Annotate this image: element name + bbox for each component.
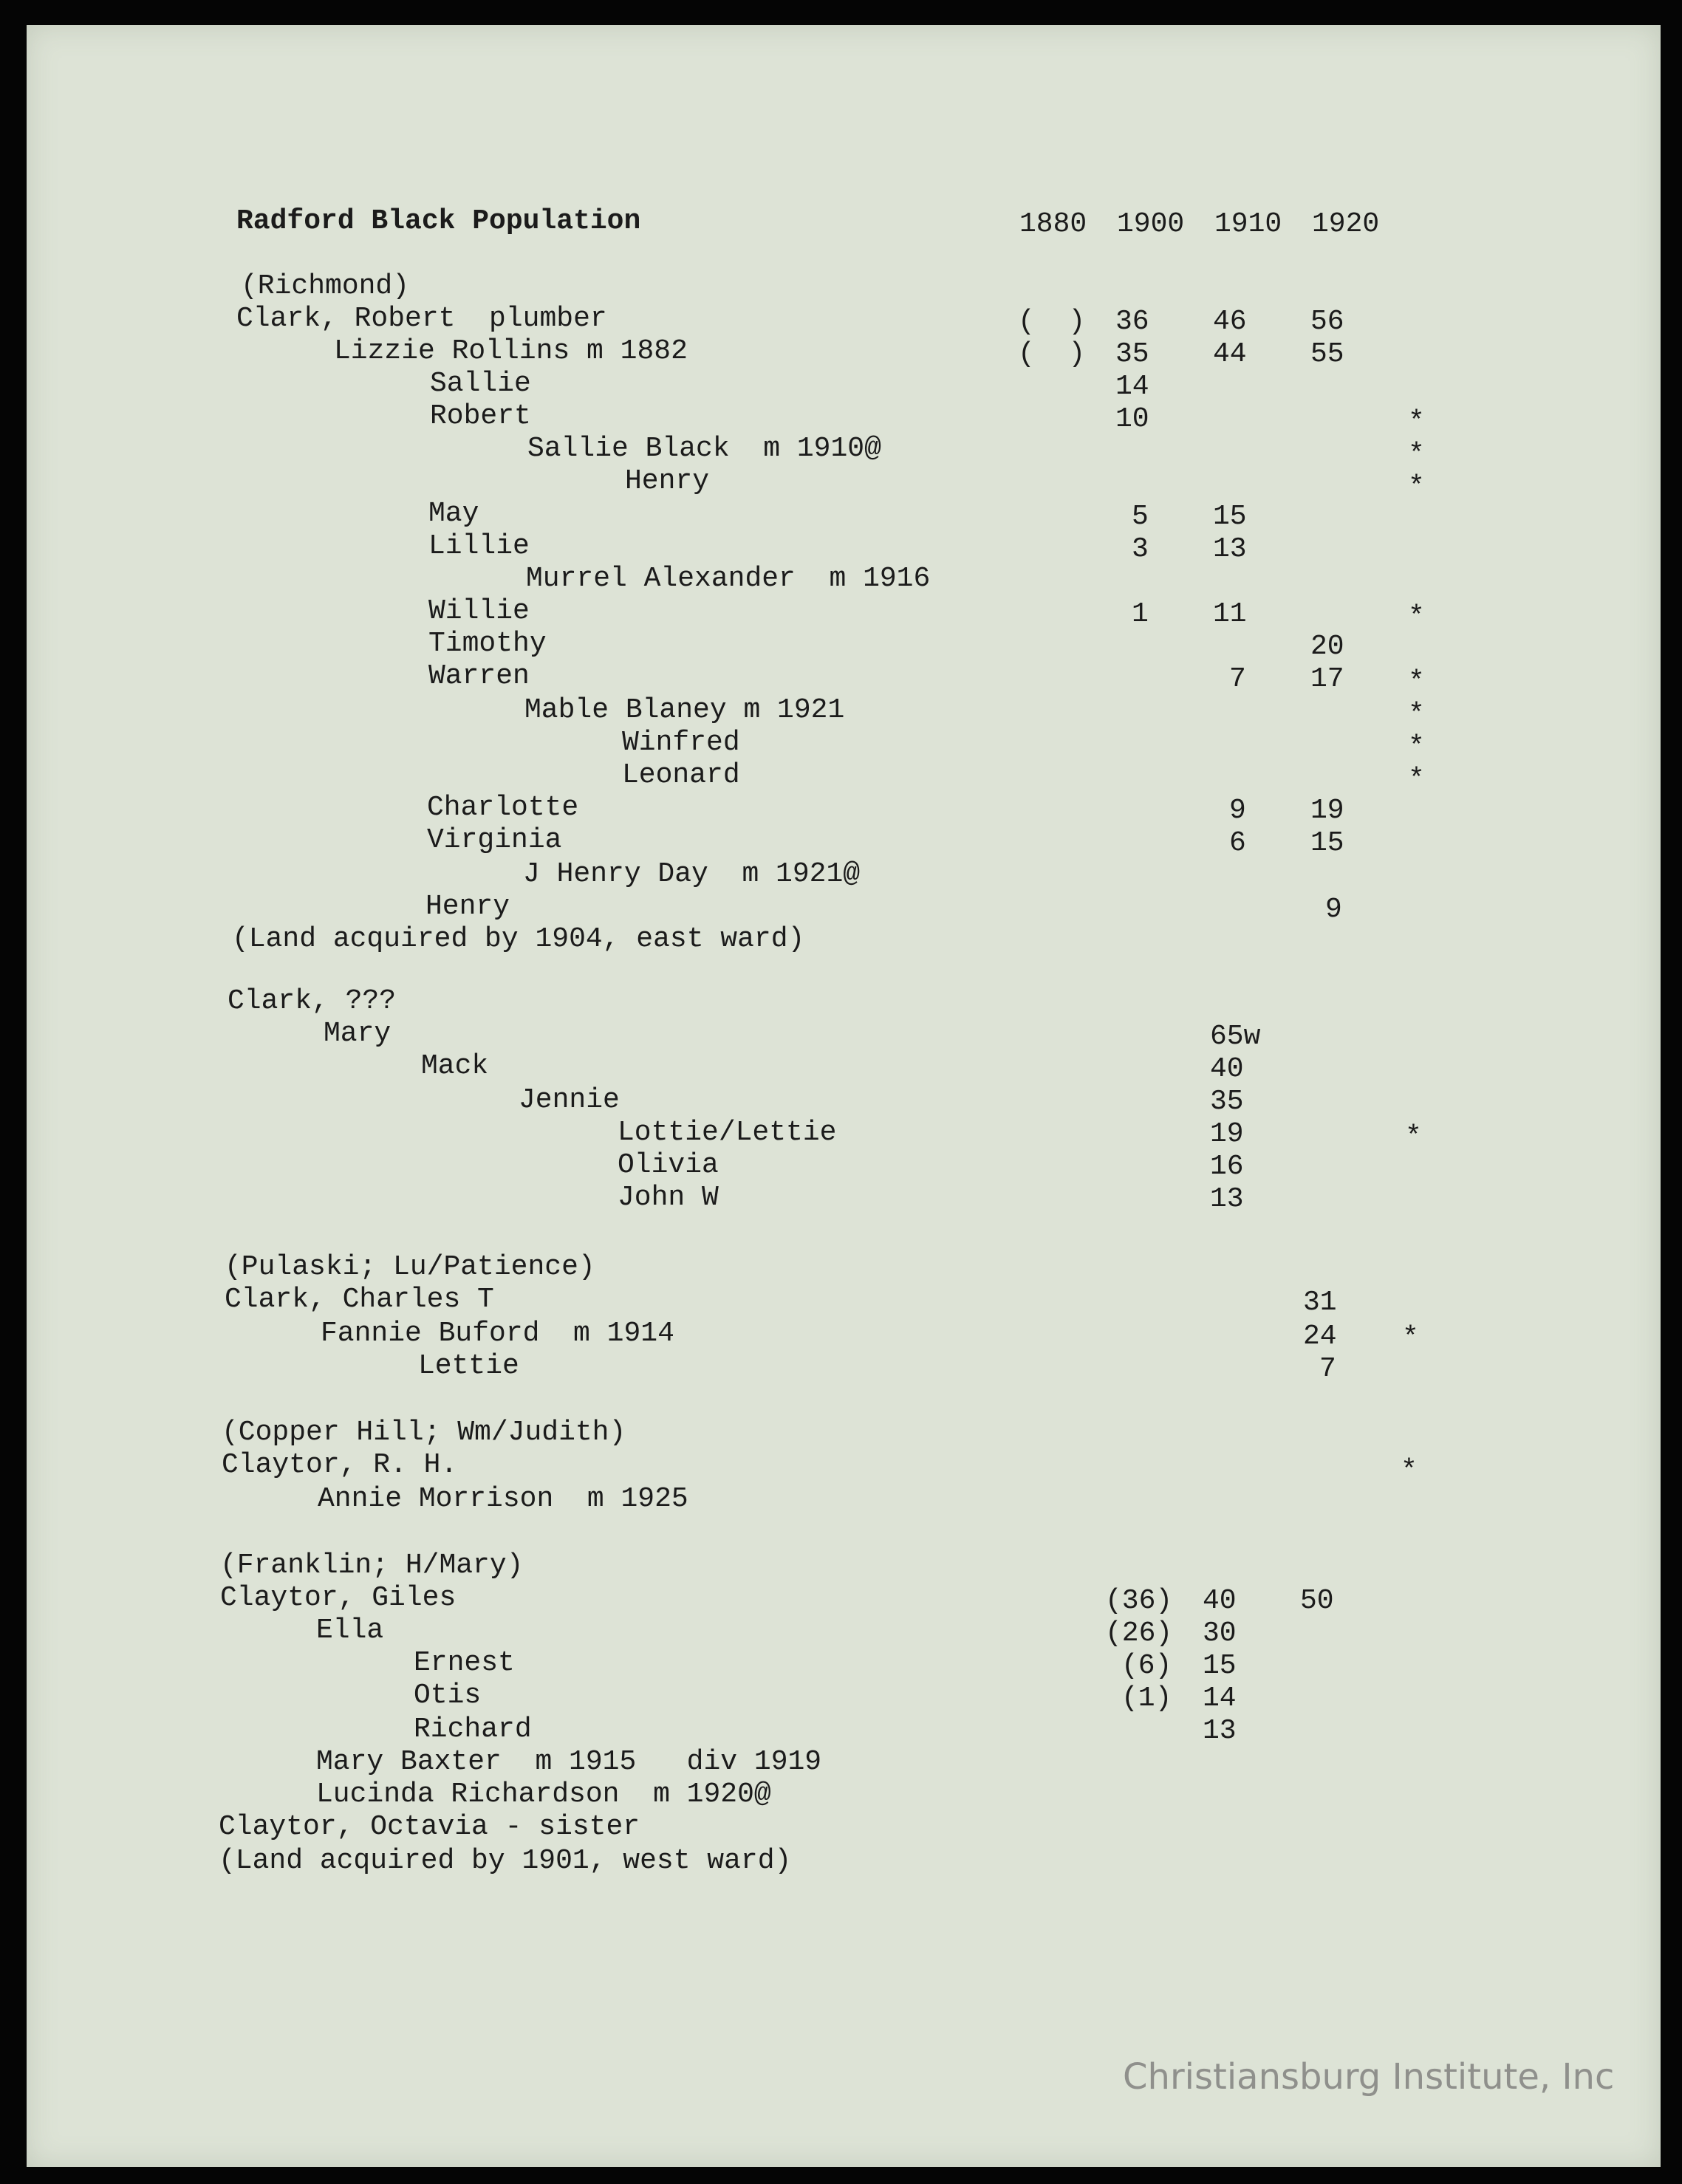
entry-text: (Richmond): [241, 270, 410, 302]
entry-text: Murrel Alexander m 1916: [526, 563, 931, 595]
census-1900: (26): [1105, 1618, 1173, 1649]
census-1900: 35: [1115, 338, 1149, 370]
census-1900: 5: [1132, 501, 1149, 533]
entry-text: Ernest: [414, 1647, 515, 1679]
census-1910: 44: [1213, 338, 1247, 370]
census-1910: 13: [1210, 1183, 1244, 1215]
census-1910: 19: [1210, 1118, 1244, 1150]
entry-text: Lettie: [418, 1350, 519, 1382]
entry-text: Olivia: [618, 1149, 719, 1181]
entry-text: John W: [618, 1182, 719, 1213]
entry-text: Sallie: [430, 368, 531, 400]
census-1910: 6: [1229, 827, 1246, 859]
entry-text: (Land acquired by 1904, east ward): [232, 923, 805, 955]
census-1900: 3: [1132, 533, 1149, 565]
entry-text: Charlotte: [427, 792, 579, 824]
census-1910: 11: [1213, 598, 1247, 630]
entry-text: Timothy: [428, 628, 547, 660]
census-1900: 14: [1115, 371, 1149, 403]
census-1910: 40: [1203, 1585, 1237, 1617]
census-1880: ( ): [1018, 338, 1086, 370]
census-1920: 15: [1310, 827, 1344, 859]
entry-text: Warren: [428, 660, 530, 692]
census-1910: 40: [1210, 1053, 1244, 1085]
census-1910: 9: [1229, 795, 1246, 826]
entry-text: Robert: [430, 400, 531, 432]
entry-text: Fannie Buford m 1914: [321, 1318, 674, 1349]
entry-text: Mary Baxter m 1915 div 1919: [316, 1746, 822, 1778]
entry-text: (Copper Hill; Wm/Judith): [222, 1417, 626, 1448]
document-title: Radford Black Population: [236, 205, 641, 237]
entry-text: Clark, Robert plumber: [236, 303, 607, 335]
census-1900: (6): [1121, 1650, 1172, 1682]
watermark-text: Christiansburg Institute, Inc: [1123, 2056, 1615, 2098]
asterisk-mark: *: [1408, 439, 1425, 470]
asterisk-mark: *: [1408, 764, 1425, 795]
entry-text: Henry: [425, 891, 510, 922]
entry-text: Mable Blaney m 1921: [524, 694, 845, 726]
census-1910: 30: [1203, 1618, 1237, 1649]
entry-text: Henry: [625, 465, 710, 497]
entry-text: Winfred: [622, 727, 740, 759]
entry-text: Richard: [414, 1714, 532, 1745]
census-1920: 7: [1319, 1353, 1336, 1385]
census-1920: 31: [1303, 1287, 1337, 1318]
census-1880: ( ): [1018, 306, 1086, 338]
entry-text: May: [428, 498, 479, 530]
census-1910: 14: [1203, 1682, 1237, 1714]
census-1910: 16: [1210, 1151, 1244, 1182]
census-1920: 20: [1310, 631, 1344, 663]
entry-text: Leonard: [622, 759, 740, 791]
year-header-1880: 1880: [1019, 208, 1087, 240]
entry-text: J Henry Day m 1921@: [523, 858, 861, 890]
entry-text: Jennie: [519, 1084, 620, 1116]
entry-text: Claytor, R. H.: [222, 1449, 458, 1481]
entry-text: Lillie: [428, 530, 530, 562]
asterisk-mark: *: [1408, 601, 1425, 633]
census-1920: 50: [1300, 1585, 1334, 1617]
entry-text: (Land acquired by 1901, west ward): [219, 1845, 792, 1877]
census-1900: (1): [1121, 1682, 1172, 1714]
entry-text: Clark, Charles T: [225, 1284, 494, 1315]
asterisk-mark: *: [1402, 1322, 1419, 1354]
entry-text: Mary: [324, 1018, 392, 1050]
asterisk-mark: *: [1408, 666, 1425, 698]
census-1910: 13: [1213, 533, 1247, 565]
entry-text: Willie: [428, 595, 530, 627]
entry-text: Virginia: [427, 824, 562, 856]
census-1920: 17: [1310, 663, 1344, 695]
asterisk-mark: *: [1401, 1455, 1418, 1487]
census-1910: 65w: [1210, 1021, 1261, 1052]
asterisk-mark: *: [1408, 471, 1425, 503]
census-1920: 55: [1310, 338, 1344, 370]
entry-text: Lucinda Richardson m 1920@: [316, 1779, 771, 1810]
entry-text: Mack: [421, 1050, 489, 1082]
census-1910: 15: [1203, 1650, 1237, 1682]
entry-text: Claytor, Giles: [220, 1582, 457, 1614]
year-header-1900: 1900: [1117, 208, 1185, 240]
entry-text: (Franklin; H/Mary): [220, 1550, 524, 1581]
census-1910: 15: [1213, 501, 1247, 533]
entry-text: Sallie Black m 1910@: [527, 433, 881, 465]
census-1900: 36: [1115, 306, 1149, 338]
census-1920: 24: [1303, 1321, 1337, 1352]
census-1910: 7: [1229, 663, 1246, 695]
entry-text: Lizzie Rollins m 1882: [334, 335, 688, 367]
year-header-1920: 1920: [1312, 208, 1380, 240]
year-header-1910: 1910: [1214, 208, 1282, 240]
census-1910: 46: [1213, 306, 1247, 338]
entry-text: Annie Morrison m 1925: [318, 1483, 688, 1515]
asterisk-mark: *: [1405, 1121, 1422, 1153]
census-1900: 1: [1132, 598, 1149, 630]
entry-text: Ella: [316, 1615, 384, 1646]
asterisk-mark: *: [1408, 406, 1425, 438]
census-1920: 19: [1310, 795, 1344, 826]
census-1900: 10: [1115, 403, 1149, 435]
entry-text: (Pulaski; Lu/Patience): [225, 1251, 595, 1283]
asterisk-mark: *: [1408, 731, 1425, 763]
asterisk-mark: *: [1408, 699, 1425, 730]
census-1910: 13: [1203, 1715, 1237, 1747]
entry-text: Lottie/Lettie: [618, 1117, 837, 1149]
census-1900: (36): [1105, 1585, 1173, 1617]
entry-text: Claytor, Octavia - sister: [219, 1811, 640, 1843]
entry-text: Otis: [414, 1680, 482, 1711]
census-1920: 9: [1325, 894, 1342, 925]
census-1910: 35: [1210, 1086, 1244, 1117]
document-page: [27, 25, 1661, 2167]
entry-text: Clark, ???: [228, 985, 397, 1017]
census-1920: 56: [1310, 306, 1344, 338]
